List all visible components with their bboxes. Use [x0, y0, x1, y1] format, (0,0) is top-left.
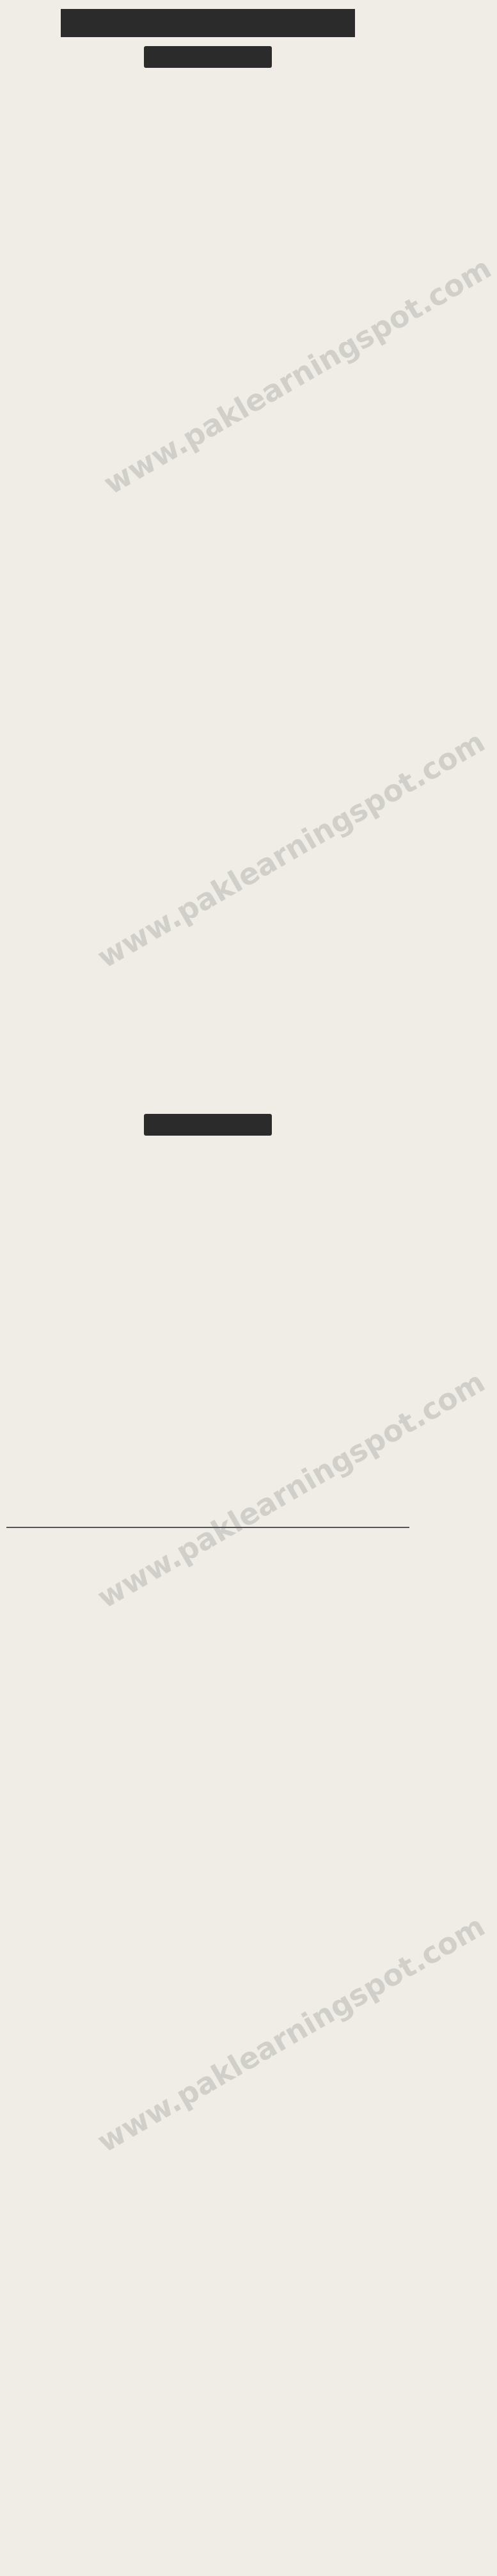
watermark: www.paklearningspot.com [91, 724, 491, 975]
watermark: www.paklearningspot.com [91, 1364, 491, 1615]
watermark: www.paklearningspot.com [97, 250, 497, 501]
subjective-banner [144, 1114, 272, 1136]
q7-text [32, 2197, 397, 2229]
part1-note [19, 114, 397, 156]
page-divider [6, 1527, 409, 1528]
watermark: www.paklearningspot.com [91, 1908, 491, 2159]
objective-banner [144, 46, 272, 68]
paper-header [61, 9, 355, 37]
